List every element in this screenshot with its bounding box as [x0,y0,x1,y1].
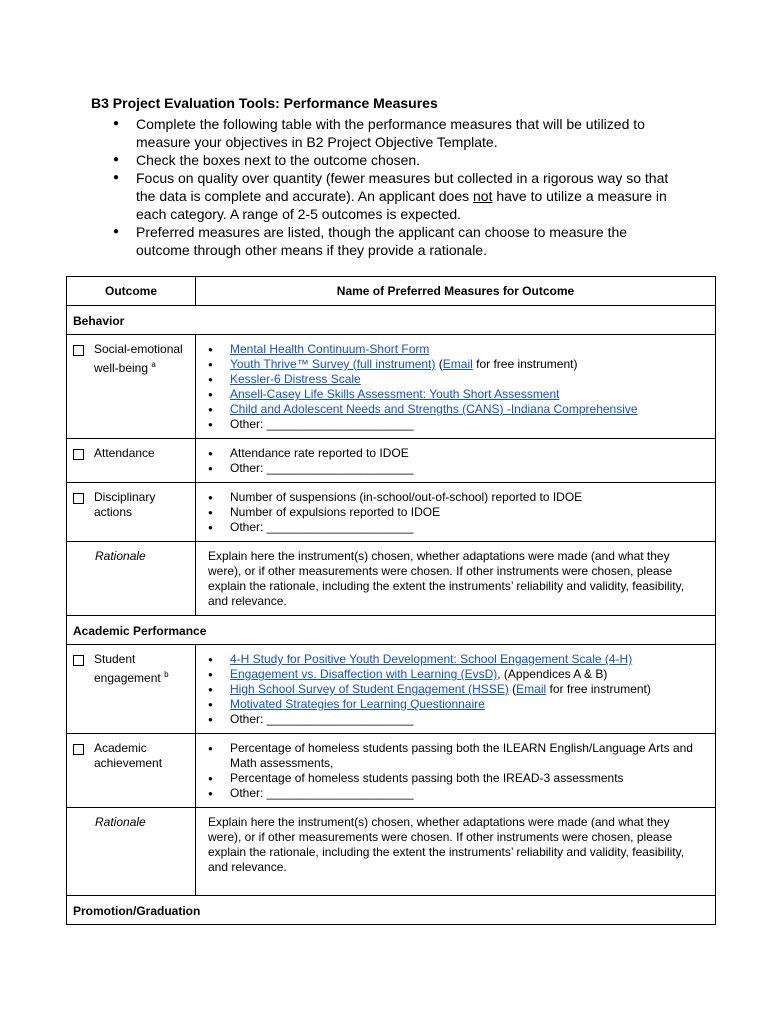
checkbox-student-engagement[interactable] [73,655,84,666]
list-item: ● Other: ______________________ [208,520,709,535]
section-row [67,306,716,335]
measures-cell [196,734,716,808]
link-kessler[interactable]: Kessler-6 Distress Scale [230,372,361,386]
instructions-list [113,115,683,259]
link-mslq[interactable]: Motivated Strategies for Learning Questionnaire [230,697,485,711]
outcome-label: Disciplinary actions [94,490,156,519]
list-item: ● Percentage of homeless students passing both the ILEARN English/Language Arts and Math assessments, [208,741,709,771]
outcome-cell [67,734,196,808]
outcome-label: Attendance [94,446,155,460]
instruction-item: ● Check the boxes next to the outcome chosen. [113,151,683,169]
instruction-item [113,169,683,223]
link-evsd[interactable]: Engagement vs. Disaffection with Learning (EvsD) [230,667,498,681]
table-header-row [67,277,716,306]
table-row [67,734,716,808]
outcome-cell [67,483,196,542]
page-title: B3 Project Evaluation Tools: Performance Measures [91,95,438,111]
outcome-label: Student engagement $^b$ [94,652,169,685]
link-youth-thrive[interactable]: Youth Thrive™ Survey (full instrument) [230,357,436,371]
outcome-cell [67,645,196,734]
rationale-text-cell: Explain here the instrument(s) chosen, whether adaptations were made (and what they were), or if other measurements were chosen. If other instruments were chosen, please explain the rationale, including the extent the instruments’ reliability and validity, feasibility, and relevance. [196,808,716,896]
instruction-text: Focus on quality over quantity (fewer measures but collected in a rigorous way so that the data is complete and accurate). An applicant does [136,170,669,204]
checkbox-attendance[interactable] [73,449,84,460]
section-row [67,616,716,645]
link-email[interactable]: Email [442,357,473,371]
outcome-cell [67,335,196,439]
measures-cell [196,439,716,483]
link-hsse[interactable]: High School Survey of Student Engagement (HSSE) [230,682,509,696]
header-measures: Name of Preferred Measures for Outcome [196,277,716,306]
checkbox-academic-achievement[interactable] [73,744,84,755]
list-item: ● Number of suspensions (in-school/out-of-school) reported to IDOE [208,490,709,505]
instruction-text: have to utilize a measure in each category. A range of 2-5 outcomes is expected. [136,188,667,222]
table-row [67,439,716,483]
list-item: ● Other: ______________________ [208,417,709,432]
outcome-label: Social-emotional well-being $^a$ [94,342,183,375]
link-ansell-casey[interactable]: Ansell-Casey Life Skills Assessment: Youth Short Assessment [230,387,560,401]
section-academic: Academic Performance [67,616,716,645]
rationale-label-cell: Rationale [67,808,196,896]
header-outcome: Outcome [67,277,196,306]
emphasis-not: not [473,188,493,204]
measures-table [66,276,716,925]
outcome-cell [67,439,196,483]
rationale-text-cell: Explain here the instrument(s) chosen, whether adaptations were made (and what they were), or if other measurements were chosen. If other instruments were chosen, please explain the rationale, including the extent the instruments’ reliability and validity, feasibility, and relevance. [196,542,716,616]
table-row [67,542,716,616]
list-item: ● Number of expulsions reported to IDOE [208,505,709,520]
list-item: ● Other: ______________________ [208,786,709,801]
checkbox-social-emotional[interactable] [73,345,84,356]
list-item: ● High School Survey of Student Engagement (HSSE) (Email for free instrument) [208,682,709,697]
list-item: ● Youth Thrive™ Survey (full instrument) (Email for free instrument) [208,357,709,372]
measures-cell [196,645,716,734]
table-row [67,483,716,542]
list-item [208,652,709,667]
list-item: ● Engagement vs. Disaffection with Learning (EvsD), (Appendices A & B) [208,667,709,682]
list-item: ● Attendance rate reported to IDOE [208,446,709,461]
link-4h-study[interactable]: 4-H Study for Positive Youth Development: School Engagement Scale (4-H) [230,652,633,666]
list-item [208,387,709,402]
footnote-mark: a [151,360,156,369]
section-behavior: Behavior [67,306,716,335]
rationale-label-cell: Rationale [67,542,196,616]
outcome-label: Academic achievement [94,741,163,770]
section-promotion: Promotion/Graduation [67,896,716,925]
list-item [208,402,709,417]
measures-cell [196,483,716,542]
checkbox-disciplinary[interactable] [73,493,84,504]
link-cans[interactable]: Child and Adolescent Needs and Strengths (CANS) -Indiana Comprehensive [230,402,638,416]
measures-cell [196,335,716,439]
link-mhc-sf[interactable]: Mental Health Continuum-Short Form [230,342,430,356]
instruction-item: ● Complete the following table with the performance measures that will be utilized to measure your objectives in B2 Project Objective Template. [113,115,683,151]
table-row [67,808,716,896]
link-email[interactable]: Email [516,682,547,696]
list-item: ● Other: ______________________ [208,461,709,476]
instruction-item: ● Preferred measures are listed, though the applicant can choose to measure the outcome through other means if they provide a rationale. [113,223,683,259]
section-row [67,896,716,925]
footnote-mark: b [164,670,169,679]
table-row [67,645,716,734]
list-item [208,342,709,357]
list-item: ● Other: ______________________ [208,712,709,727]
list-item [208,697,709,712]
table-row [67,335,716,439]
list-item [208,372,709,387]
list-item: ● Percentage of homeless students passing both the IREAD-3 assessments [208,771,709,786]
